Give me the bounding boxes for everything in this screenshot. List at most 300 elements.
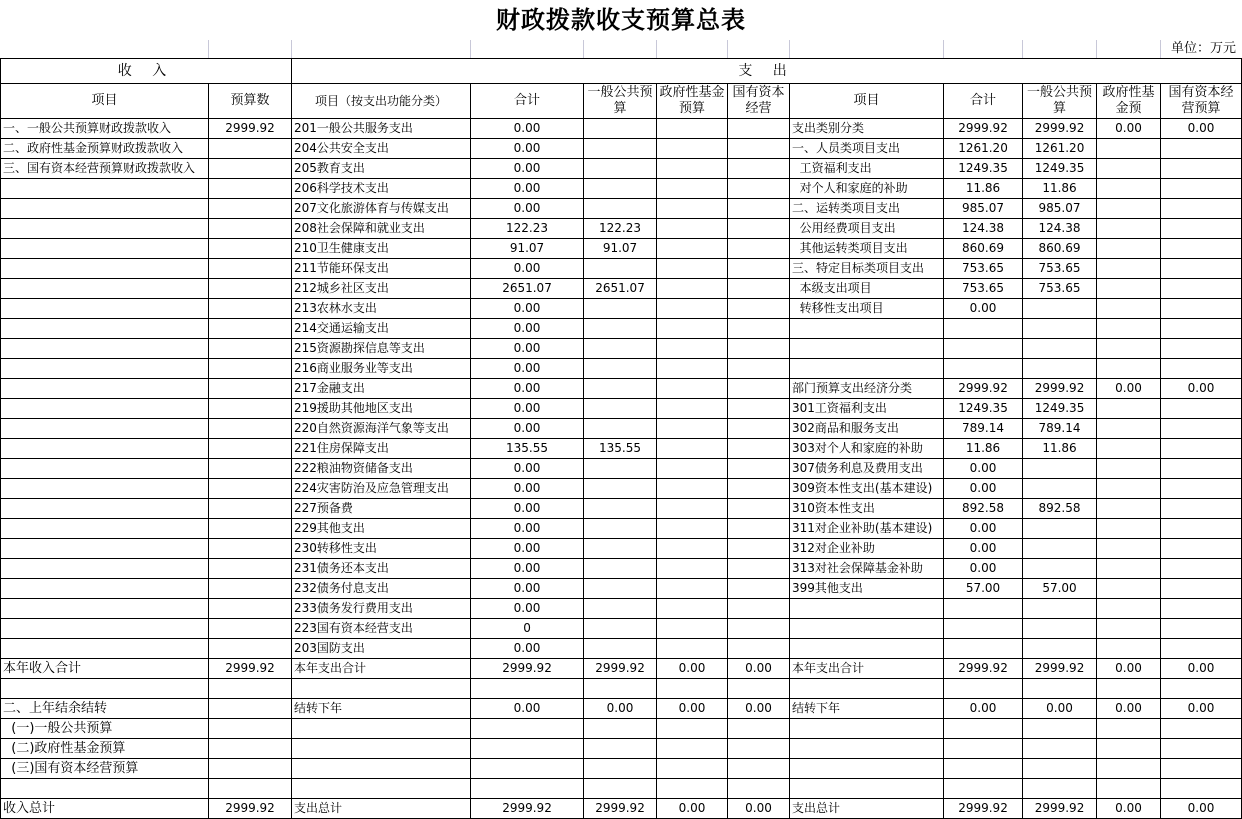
cell-func-general	[584, 759, 657, 779]
cell-econ-total: 1249.35	[944, 159, 1023, 179]
cell-econ-total	[944, 739, 1023, 759]
cell-func-general	[584, 519, 657, 539]
cell-func-state-capital	[728, 279, 790, 299]
cell-income-item	[1, 179, 209, 199]
table-row	[1, 159, 1242, 179]
cell-income-budget	[209, 779, 292, 799]
cell-func-state-capital	[728, 379, 790, 399]
cell-func-item	[292, 739, 471, 759]
cell-income-item	[1, 339, 209, 359]
table-row	[1, 319, 1242, 339]
cell-func-state-capital	[728, 679, 790, 699]
cell-econ-gov-fund	[1097, 339, 1161, 359]
table-row	[1, 719, 1242, 739]
cell-econ-state-capital	[1161, 479, 1242, 499]
cell-econ-gov-fund	[1097, 519, 1161, 539]
cell-income-budget	[209, 739, 292, 759]
cell-func-total: 2651.07	[471, 279, 584, 299]
cell-func-total: 0	[471, 619, 584, 639]
cell-econ-total	[944, 359, 1023, 379]
cell-func-total	[471, 739, 584, 759]
cell-income-budget	[209, 619, 292, 639]
cell-econ-total	[944, 339, 1023, 359]
cell-income-item	[1, 299, 209, 319]
cell-econ-total: 860.69	[944, 239, 1023, 259]
cell-func-item	[292, 719, 471, 739]
cell-income-budget: 2999.92	[209, 659, 292, 679]
cell-econ-total: 0.00	[944, 479, 1023, 499]
cell-econ-item: 313对社会保障基金补助	[790, 559, 944, 579]
cell-func-total	[471, 679, 584, 699]
cell-func-total: 0.00	[471, 119, 584, 139]
cell-income-budget: 2999.92	[209, 799, 292, 819]
cell-income-item: (二)政府性基金预算	[1, 739, 209, 759]
cell-econ-total: 124.38	[944, 219, 1023, 239]
cell-func-gov-fund	[657, 139, 728, 159]
cell-income-item	[1, 379, 209, 399]
cell-func-item: 230转移性支出	[292, 539, 471, 559]
col-func-general: 一般公共预算	[584, 84, 657, 119]
cell-func-gov-fund	[657, 759, 728, 779]
cell-econ-state-capital	[1161, 779, 1242, 799]
cell-econ-gov-fund	[1097, 499, 1161, 519]
cell-func-total: 0.00	[471, 419, 584, 439]
cell-econ-item: 399其他支出	[790, 579, 944, 599]
cell-func-item: 221住房保障支出	[292, 439, 471, 459]
table-row	[1, 799, 1242, 819]
cell-func-general	[584, 359, 657, 379]
cell-func-item	[292, 779, 471, 799]
cell-func-general: 2651.07	[584, 279, 657, 299]
cell-func-total: 0.00	[471, 199, 584, 219]
cell-econ-gov-fund	[1097, 299, 1161, 319]
cell-func-general	[584, 779, 657, 799]
cell-func-gov-fund	[657, 399, 728, 419]
cell-econ-item: 支出类别分类	[790, 119, 944, 139]
cell-econ-gov-fund	[1097, 359, 1161, 379]
cell-income-item: (三)国有资本经营预算	[1, 759, 209, 779]
cell-income-item	[1, 319, 209, 339]
cell-income-budget	[209, 239, 292, 259]
cell-func-state-capital	[728, 399, 790, 419]
cell-func-general	[584, 599, 657, 619]
cell-econ-state-capital	[1161, 419, 1242, 439]
cell-income-item: 本年收入合计	[1, 659, 209, 679]
cell-econ-state-capital	[1161, 159, 1242, 179]
income-group-header: 收 入	[1, 59, 292, 84]
cell-econ-item: 303对个人和家庭的补助	[790, 439, 944, 459]
cell-func-state-capital	[728, 199, 790, 219]
table-row	[1, 539, 1242, 559]
cell-econ-total	[944, 759, 1023, 779]
cell-income-item	[1, 779, 209, 799]
cell-econ-state-capital	[1161, 259, 1242, 279]
table-row	[1, 759, 1242, 779]
table-row	[1, 699, 1242, 719]
table-row	[1, 219, 1242, 239]
cell-econ-general	[1023, 599, 1097, 619]
cell-func-item: 205教育支出	[292, 159, 471, 179]
cell-func-item: 支出总计	[292, 799, 471, 819]
cell-func-total: 0.00	[471, 559, 584, 579]
cell-func-general	[584, 319, 657, 339]
cell-econ-general: 2999.92	[1023, 659, 1097, 679]
cell-func-item: 215资源勘探信息等支出	[292, 339, 471, 359]
cell-econ-total	[944, 599, 1023, 619]
cell-income-item	[1, 219, 209, 239]
cell-econ-state-capital: 0.00	[1161, 119, 1242, 139]
cell-income-budget	[209, 559, 292, 579]
cell-income-budget	[209, 259, 292, 279]
cell-func-gov-fund	[657, 199, 728, 219]
cell-func-item: 212城乡社区支出	[292, 279, 471, 299]
cell-func-item: 219援助其他地区支出	[292, 399, 471, 419]
cell-func-item	[292, 679, 471, 699]
cell-func-item: 223国有资本经营支出	[292, 619, 471, 639]
table-row	[1, 399, 1242, 419]
cell-func-gov-fund	[657, 619, 728, 639]
cell-func-general	[584, 139, 657, 159]
cell-econ-total: 985.07	[944, 199, 1023, 219]
cell-econ-general: 753.65	[1023, 279, 1097, 299]
cell-income-budget	[209, 759, 292, 779]
cell-func-state-capital	[728, 139, 790, 159]
cell-econ-general	[1023, 639, 1097, 659]
cell-func-total: 0.00	[471, 359, 584, 379]
cell-econ-gov-fund	[1097, 599, 1161, 619]
cell-econ-gov-fund	[1097, 719, 1161, 739]
cell-income-item	[1, 479, 209, 499]
cell-func-item: 201一般公共服务支出	[292, 119, 471, 139]
cell-func-total: 0.00	[471, 539, 584, 559]
cell-income-item	[1, 199, 209, 219]
cell-econ-general	[1023, 559, 1097, 579]
cell-func-item: 结转下年	[292, 699, 471, 719]
cell-econ-gov-fund	[1097, 239, 1161, 259]
cell-func-gov-fund	[657, 419, 728, 439]
cell-func-gov-fund: 0.00	[657, 799, 728, 819]
cell-econ-general	[1023, 739, 1097, 759]
cell-econ-item: 其他运转类项目支出	[790, 239, 944, 259]
cell-func-item: 208社会保障和就业支出	[292, 219, 471, 239]
cell-econ-gov-fund	[1097, 219, 1161, 239]
cell-income-budget	[209, 579, 292, 599]
cell-econ-state-capital	[1161, 299, 1242, 319]
cell-income-budget	[209, 499, 292, 519]
col-econ-item: 项目	[790, 84, 944, 119]
cell-econ-state-capital	[1161, 559, 1242, 579]
cell-econ-item	[790, 619, 944, 639]
cell-econ-general: 57.00	[1023, 579, 1097, 599]
cell-func-total: 0.00	[471, 459, 584, 479]
expense-group-header: 支 出	[292, 59, 1242, 84]
cell-econ-item: 支出总计	[790, 799, 944, 819]
cell-econ-gov-fund	[1097, 639, 1161, 659]
cell-econ-gov-fund	[1097, 539, 1161, 559]
cell-econ-total: 0.00	[944, 459, 1023, 479]
cell-func-total: 0.00	[471, 699, 584, 719]
col-func-total: 合计	[471, 84, 584, 119]
cell-econ-general	[1023, 459, 1097, 479]
cell-econ-general: 1249.35	[1023, 399, 1097, 419]
cell-func-total: 2999.92	[471, 799, 584, 819]
cell-econ-gov-fund	[1097, 679, 1161, 699]
cell-func-general	[584, 639, 657, 659]
cell-func-gov-fund	[657, 379, 728, 399]
cell-econ-state-capital: 0.00	[1161, 699, 1242, 719]
cell-econ-gov-fund	[1097, 579, 1161, 599]
cell-econ-state-capital	[1161, 639, 1242, 659]
cell-income-budget	[209, 699, 292, 719]
cell-econ-item: 310资本性支出	[790, 499, 944, 519]
cell-income-item	[1, 459, 209, 479]
cell-income-item	[1, 599, 209, 619]
cell-func-general	[584, 179, 657, 199]
cell-func-state-capital	[728, 739, 790, 759]
cell-econ-general: 892.58	[1023, 499, 1097, 519]
cell-func-gov-fund	[657, 519, 728, 539]
cell-func-state-capital: 0.00	[728, 799, 790, 819]
table-row	[1, 619, 1242, 639]
cell-func-state-capital	[728, 759, 790, 779]
cell-func-total: 135.55	[471, 439, 584, 459]
cell-func-item: 232债务付息支出	[292, 579, 471, 599]
cell-income-item: 收入总计	[1, 799, 209, 819]
cell-income-budget	[209, 439, 292, 459]
cell-econ-item: 二、运转类项目支出	[790, 199, 944, 219]
cell-econ-state-capital: 0.00	[1161, 799, 1242, 819]
cell-econ-general: 11.86	[1023, 179, 1097, 199]
table-row	[1, 359, 1242, 379]
cell-func-general	[584, 259, 657, 279]
cell-econ-general: 2999.92	[1023, 119, 1097, 139]
cell-func-gov-fund	[657, 599, 728, 619]
cell-econ-state-capital	[1161, 579, 1242, 599]
cell-func-general	[584, 459, 657, 479]
cell-func-item: 220自然资源海洋气象等支出	[292, 419, 471, 439]
cell-func-gov-fund	[657, 299, 728, 319]
cell-income-item: 三、国有资本经营预算财政拨款收入	[1, 159, 209, 179]
cell-func-gov-fund	[657, 739, 728, 759]
cell-func-item: 204公共安全支出	[292, 139, 471, 159]
table-row	[1, 559, 1242, 579]
cell-func-total: 0.00	[471, 479, 584, 499]
cell-func-general	[584, 119, 657, 139]
cell-func-state-capital	[728, 219, 790, 239]
cell-income-item	[1, 439, 209, 459]
cell-econ-gov-fund: 0.00	[1097, 699, 1161, 719]
cell-func-state-capital	[728, 159, 790, 179]
cell-func-gov-fund	[657, 559, 728, 579]
cell-income-budget	[209, 199, 292, 219]
table-row	[1, 639, 1242, 659]
cell-func-gov-fund	[657, 779, 728, 799]
cell-func-general	[584, 339, 657, 359]
cell-func-total: 0.00	[471, 339, 584, 359]
cell-func-item: 203国防支出	[292, 639, 471, 659]
cell-func-gov-fund	[657, 439, 728, 459]
cell-func-item: 211节能环保支出	[292, 259, 471, 279]
cell-econ-total: 11.86	[944, 179, 1023, 199]
cell-econ-item: 302商品和服务支出	[790, 419, 944, 439]
cell-econ-state-capital	[1161, 679, 1242, 699]
col-econ-gov-fund: 政府性基金预	[1097, 84, 1161, 119]
cell-econ-item	[790, 639, 944, 659]
cell-func-state-capital	[728, 779, 790, 799]
cell-econ-item: 部门预算支出经济分类	[790, 379, 944, 399]
cell-econ-item	[790, 599, 944, 619]
cell-econ-state-capital	[1161, 179, 1242, 199]
cell-func-state-capital	[728, 619, 790, 639]
cell-func-general: 2999.92	[584, 659, 657, 679]
cell-income-item	[1, 559, 209, 579]
cell-func-state-capital: 0.00	[728, 659, 790, 679]
cell-func-item: 217金融支出	[292, 379, 471, 399]
cell-econ-total: 0.00	[944, 299, 1023, 319]
cell-func-item: 207文化旅游体育与传媒支出	[292, 199, 471, 219]
table-row	[1, 139, 1242, 159]
cell-econ-item	[790, 719, 944, 739]
cell-econ-total	[944, 319, 1023, 339]
cell-income-item	[1, 419, 209, 439]
cell-econ-general: 1261.20	[1023, 139, 1097, 159]
cell-econ-general: 124.38	[1023, 219, 1097, 239]
cell-econ-gov-fund	[1097, 419, 1161, 439]
cell-econ-total	[944, 719, 1023, 739]
header-row-groups	[1, 59, 1242, 84]
cell-func-gov-fund	[657, 159, 728, 179]
cell-func-total: 0.00	[471, 379, 584, 399]
cell-econ-item: 对个人和家庭的补助	[790, 179, 944, 199]
cell-econ-item: 结转下年	[790, 699, 944, 719]
cell-econ-general	[1023, 479, 1097, 499]
cell-econ-general: 2999.92	[1023, 799, 1097, 819]
cell-func-total: 0.00	[471, 139, 584, 159]
cell-econ-gov-fund	[1097, 279, 1161, 299]
cell-econ-gov-fund: 0.00	[1097, 799, 1161, 819]
table-row	[1, 459, 1242, 479]
cell-econ-item: 转移性支出项目	[790, 299, 944, 319]
cell-func-total: 0.00	[471, 159, 584, 179]
cell-econ-general	[1023, 759, 1097, 779]
cell-func-gov-fund	[657, 459, 728, 479]
cell-econ-total: 0.00	[944, 519, 1023, 539]
cell-econ-state-capital: 0.00	[1161, 379, 1242, 399]
cell-econ-total	[944, 679, 1023, 699]
table-row	[1, 379, 1242, 399]
cell-income-item	[1, 539, 209, 559]
cell-econ-gov-fund	[1097, 559, 1161, 579]
cell-econ-general	[1023, 619, 1097, 639]
cell-econ-state-capital	[1161, 339, 1242, 359]
cell-econ-state-capital	[1161, 759, 1242, 779]
col-econ-state-capital: 国有资本经营预算	[1161, 84, 1242, 119]
cell-econ-gov-fund	[1097, 179, 1161, 199]
cell-econ-item: 307债务利息及费用支出	[790, 459, 944, 479]
cell-income-budget: 2999.92	[209, 119, 292, 139]
table-row	[1, 679, 1242, 699]
cell-func-total	[471, 759, 584, 779]
cell-income-budget	[209, 479, 292, 499]
cell-func-general: 91.07	[584, 239, 657, 259]
cell-income-item: 二、上年结余结转	[1, 699, 209, 719]
cell-func-state-capital: 0.00	[728, 699, 790, 719]
cell-income-budget	[209, 599, 292, 619]
cell-func-state-capital	[728, 179, 790, 199]
cell-income-budget	[209, 639, 292, 659]
cell-econ-gov-fund	[1097, 739, 1161, 759]
cell-income-item	[1, 679, 209, 699]
cell-income-budget	[209, 379, 292, 399]
cell-econ-total: 0.00	[944, 699, 1023, 719]
cell-func-general	[584, 199, 657, 219]
cell-econ-general	[1023, 299, 1097, 319]
cell-econ-total	[944, 639, 1023, 659]
cell-income-budget	[209, 139, 292, 159]
cell-econ-general	[1023, 359, 1097, 379]
cell-econ-state-capital	[1161, 399, 1242, 419]
cell-func-total: 0.00	[471, 399, 584, 419]
cell-func-general	[584, 399, 657, 419]
cell-func-state-capital	[728, 439, 790, 459]
cell-func-total: 0.00	[471, 499, 584, 519]
cell-econ-gov-fund	[1097, 759, 1161, 779]
cell-econ-state-capital	[1161, 279, 1242, 299]
cell-func-item: 本年支出合计	[292, 659, 471, 679]
cell-econ-general	[1023, 779, 1097, 799]
cell-econ-item	[790, 739, 944, 759]
cell-func-general	[584, 499, 657, 519]
page-title: 财政拨款收支预算总表	[496, 5, 746, 34]
cell-econ-total: 0.00	[944, 539, 1023, 559]
cell-func-gov-fund	[657, 479, 728, 499]
cell-func-gov-fund	[657, 579, 728, 599]
cell-func-general	[584, 299, 657, 319]
cell-econ-total: 11.86	[944, 439, 1023, 459]
col-func-gov-fund: 政府性基金预算	[657, 84, 728, 119]
table-row	[1, 279, 1242, 299]
col-econ-total: 合计	[944, 84, 1023, 119]
cell-income-item	[1, 499, 209, 519]
cell-func-total: 0.00	[471, 639, 584, 659]
top-gridlines	[0, 40, 1241, 58]
cell-func-general	[584, 679, 657, 699]
cell-econ-item: 本年支出合计	[790, 659, 944, 679]
cell-func-item: 213农林水支出	[292, 299, 471, 319]
cell-func-total: 0.00	[471, 579, 584, 599]
col-income-item: 项目	[1, 84, 209, 119]
cell-econ-general	[1023, 719, 1097, 739]
cell-econ-gov-fund	[1097, 199, 1161, 219]
cell-func-total: 122.23	[471, 219, 584, 239]
cell-econ-item: 工资福利支出	[790, 159, 944, 179]
cell-econ-total: 2999.92	[944, 379, 1023, 399]
cell-func-state-capital	[728, 359, 790, 379]
cell-func-general: 2999.92	[584, 799, 657, 819]
cell-econ-gov-fund	[1097, 459, 1161, 479]
cell-income-budget	[209, 179, 292, 199]
cell-income-item	[1, 519, 209, 539]
cell-func-gov-fund	[657, 719, 728, 739]
cell-func-general	[584, 159, 657, 179]
cell-econ-state-capital: 0.00	[1161, 659, 1242, 679]
cell-econ-gov-fund: 0.00	[1097, 119, 1161, 139]
cell-func-state-capital	[728, 639, 790, 659]
header-row-columns	[1, 84, 1242, 119]
cell-econ-general	[1023, 679, 1097, 699]
cell-income-budget	[209, 539, 292, 559]
cell-econ-item: 一、人员类项目支出	[790, 139, 944, 159]
